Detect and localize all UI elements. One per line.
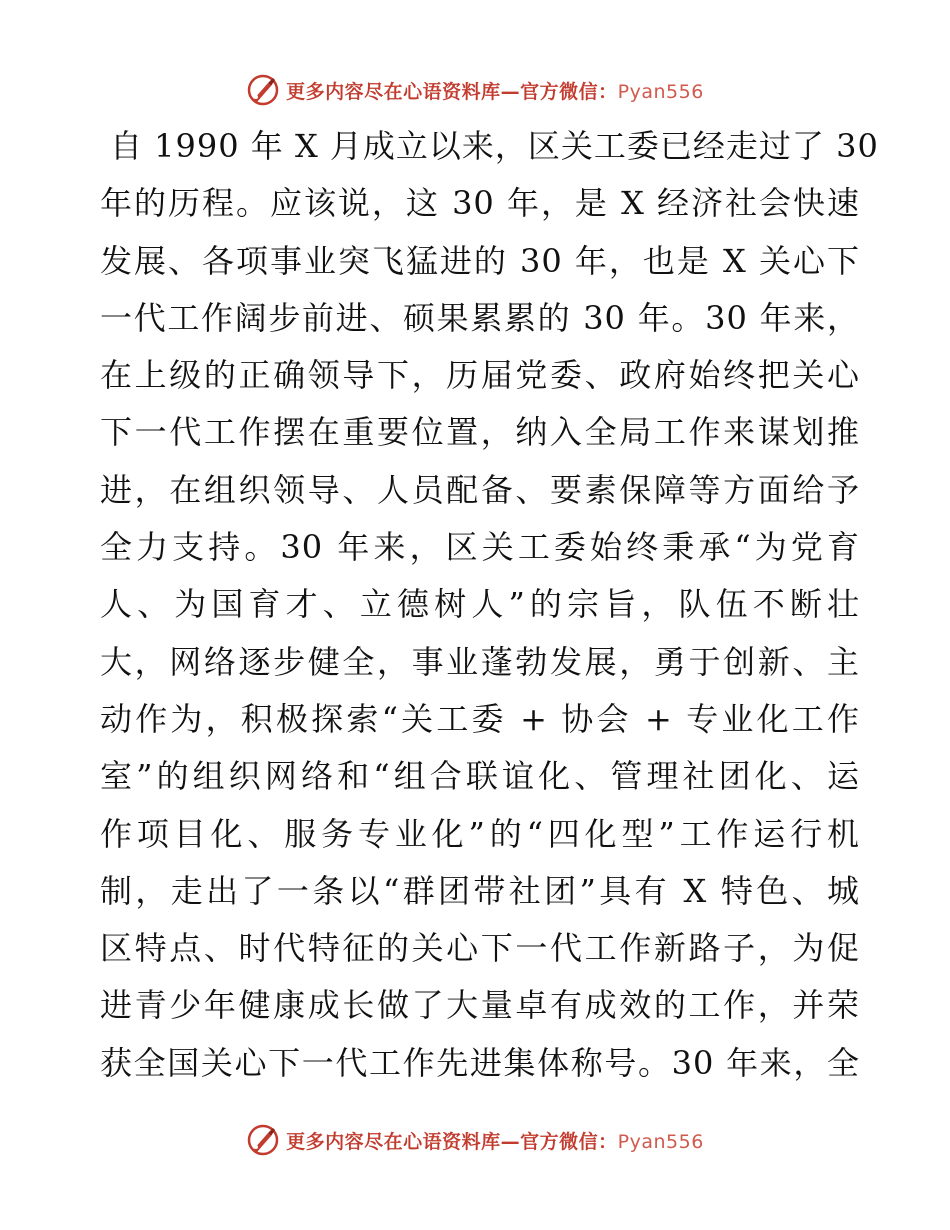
footer-watermark <box>0 1120 950 1160</box>
watermark-text <box>286 1127 704 1154</box>
body-line-14: 制，走出了一条以“群团带社团”具有 X 特色、城 <box>100 871 860 910</box>
header-watermark <box>0 70 950 110</box>
watermark-text <box>286 77 704 104</box>
body-line-16: 进青少年健康成长做了大量卓有成效的工作，并荣 <box>100 986 860 1025</box>
body-line-6: 下一代工作摆在重要位置，纳入全局工作来谋划推 <box>100 413 860 452</box>
body-line-11: 动作为，积极探索“关工委 + 协会 + 专业化工作 <box>100 699 860 738</box>
watermark-label: 更多内容尽在心语资料库—官方微信： <box>286 1130 618 1153</box>
body-line-12: 室”的组织网络和“组合联谊化、管理社团化、运 <box>100 757 860 796</box>
body-line-5: 在上级的正确领导下，历届党委、政府始终把关心 <box>100 356 860 395</box>
watermark-wechat-id: Pyan556 <box>617 80 704 103</box>
body-line-7: 进，在组织领导、人员配备、要素保障等方面给予 <box>100 470 860 509</box>
quill-pen-logo-icon <box>246 1123 280 1157</box>
body-line-8: 全力支持。30 年来，区关工委始终秉承“为党育 <box>100 528 860 567</box>
body-line-10: 大，网络逐步健全，事业蓬勃发展，勇于创新、主 <box>100 642 860 681</box>
body-line-1: 自 1990 年 X 月成立以来，区关工委已经走过了 30 <box>110 127 879 165</box>
document-body <box>100 118 879 1092</box>
quill-pen-logo-icon <box>246 73 280 107</box>
watermark-wechat-id: Pyan556 <box>617 1130 704 1153</box>
body-line-15: 区特点、时代特征的关心下一代工作新路子，为促 <box>100 929 860 968</box>
watermark-label: 更多内容尽在心语资料库—官方微信： <box>286 80 618 103</box>
body-line-4: 一代工作阔步前进、硕果累累的 30 年。30 年来， <box>100 298 860 337</box>
body-line-9: 人、为国育才、立德树人”的宗旨，队伍不断壮 <box>100 585 860 624</box>
body-line-3: 发展、各项事业突飞猛进的 30 年，也是 X 关心下 <box>100 241 860 280</box>
body-line-17: 获全国关心下一代工作先进集体称号。30 年来，全 <box>100 1043 860 1082</box>
body-line-2: 年的历程。应该说，这 30 年，是 X 经济社会快速 <box>100 184 860 223</box>
body-line-13: 作项目化、服务专业化”的“四化型”工作运行机 <box>100 814 860 853</box>
